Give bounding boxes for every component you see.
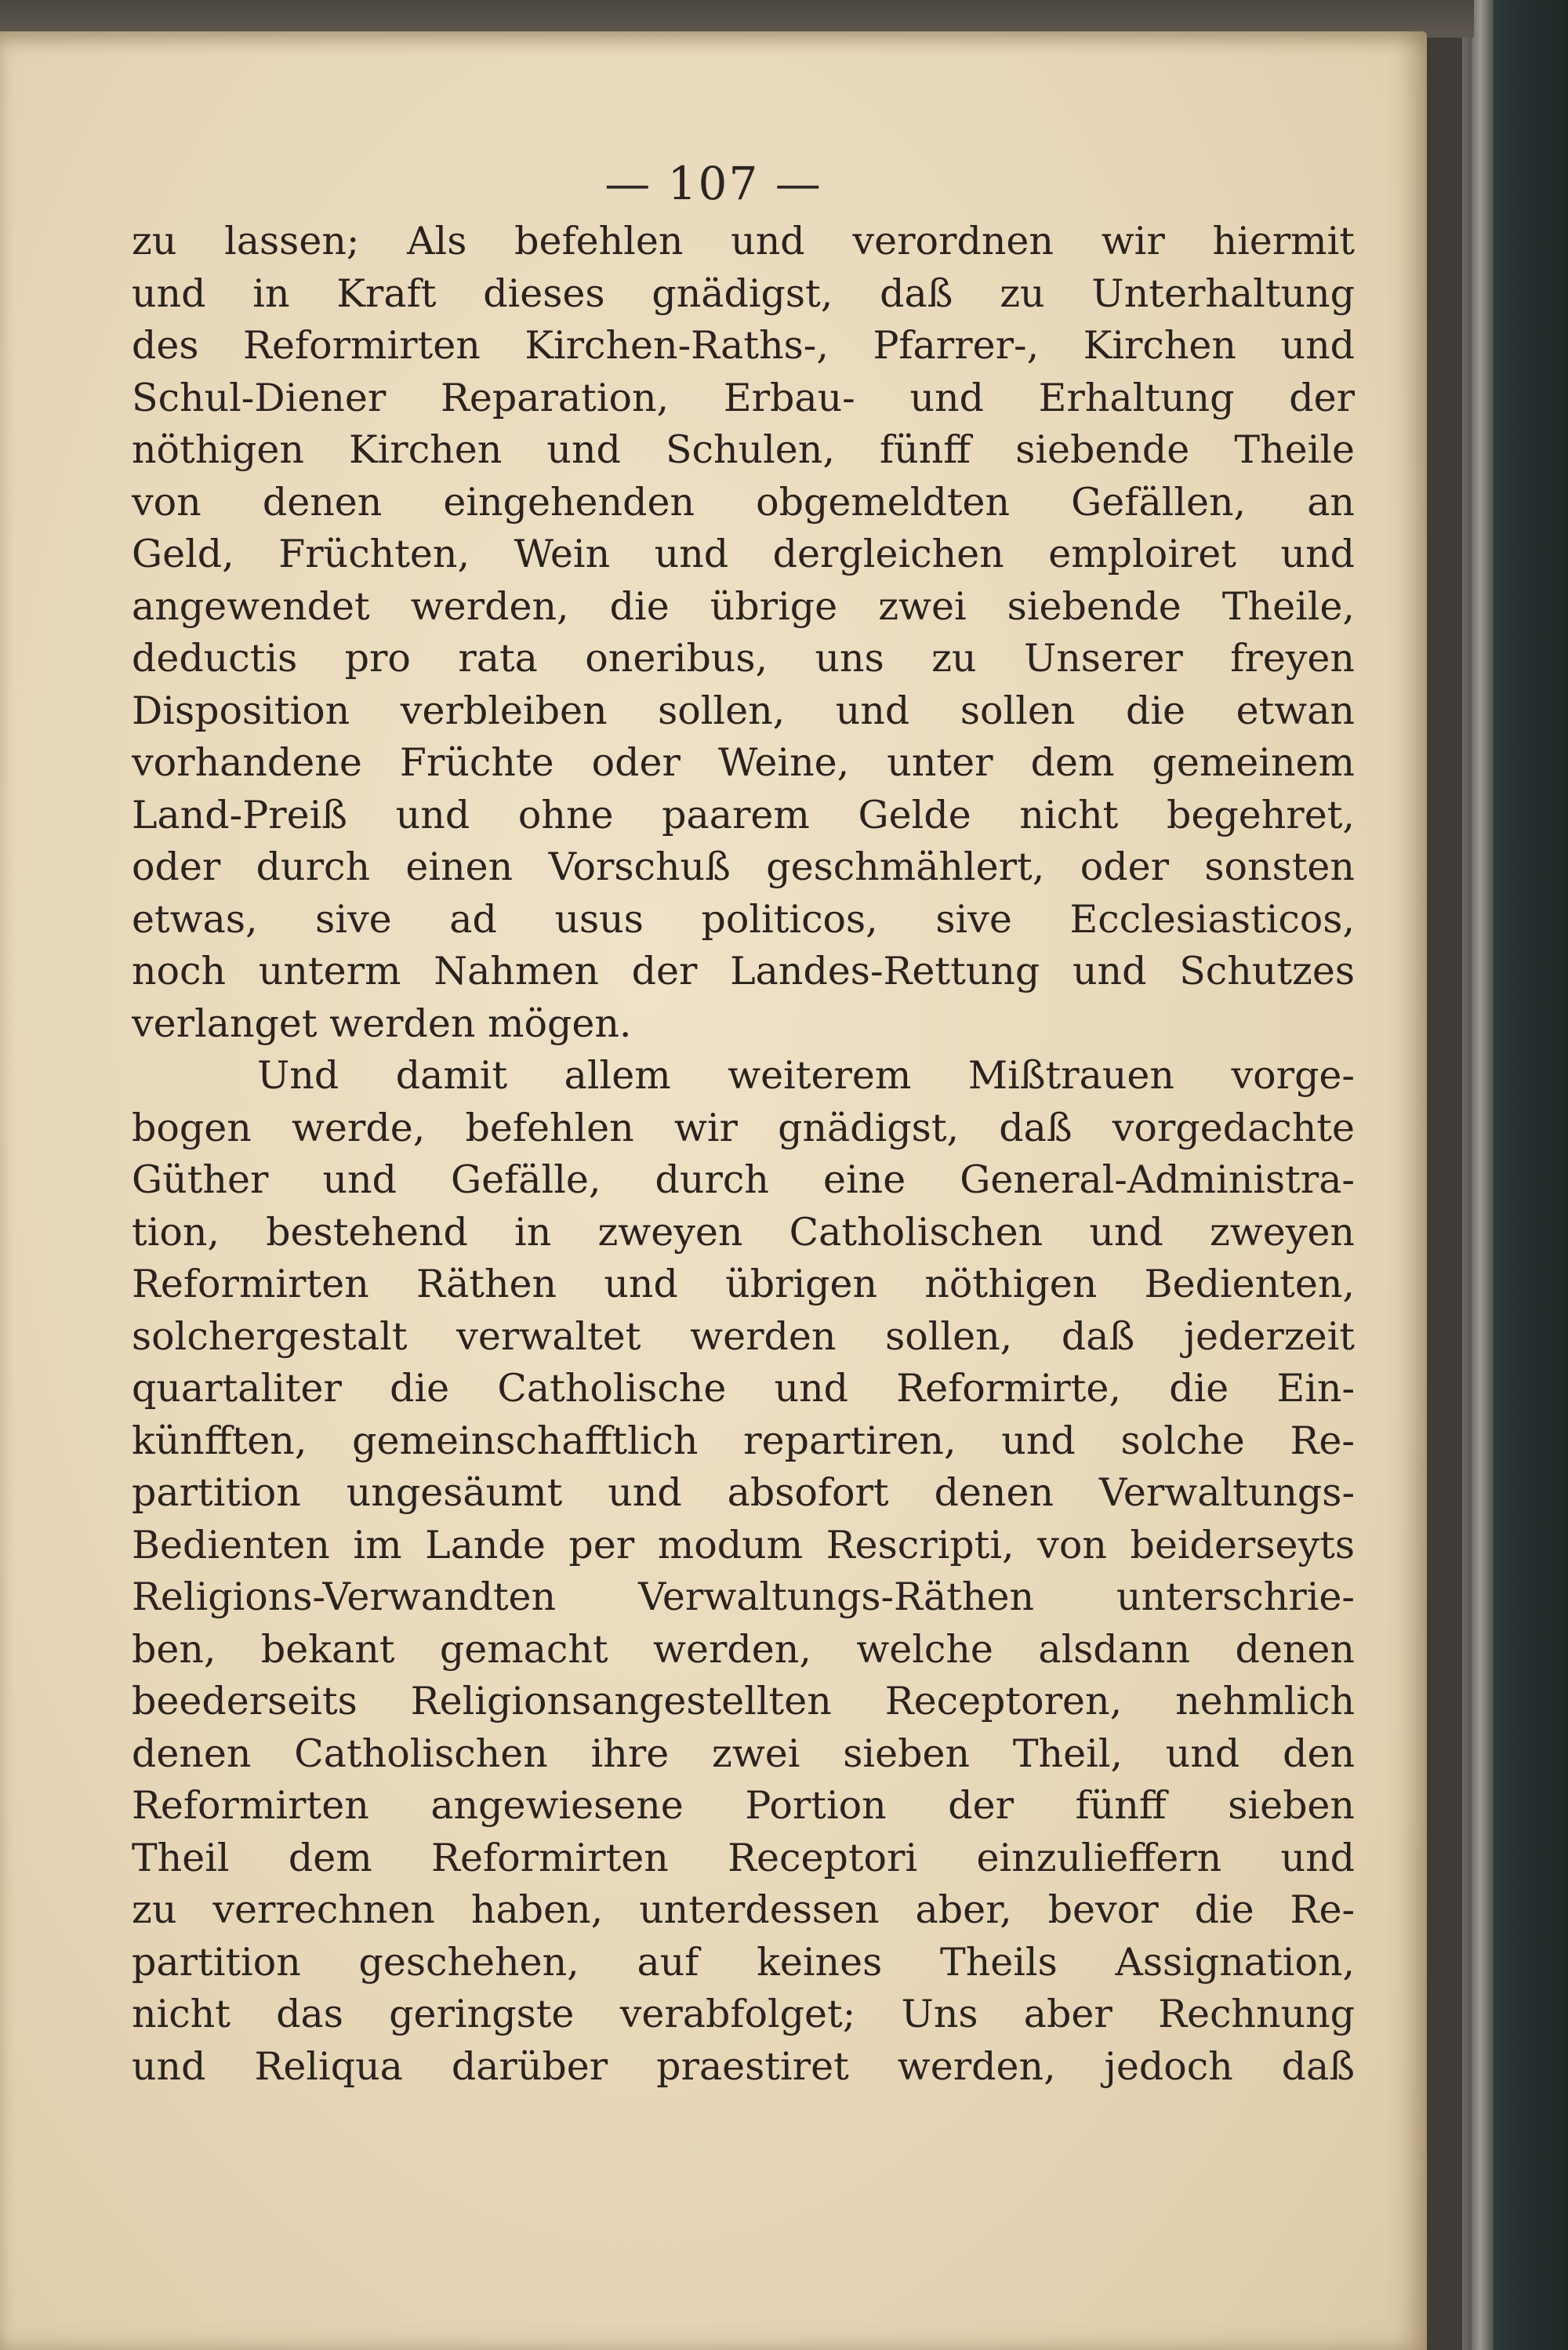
text-line: noch unterm Nahmen der Landes-Rettung und Schutzes (132, 949, 1355, 993)
text-line: beederseits Religionsangestellten Receptoren, nehmlich (132, 1679, 1355, 1723)
text-line: zu verrechnen haben, unterdessen aber, bevor die Re- (132, 1887, 1355, 1932)
text-line: verlanget werden mögen. (132, 1001, 632, 1046)
text-line: künfften, gemeinschafftlich repartiren, und solche Re- (132, 1418, 1355, 1463)
text-line: angewendet werden, die übrige zwei siebende Theile, (132, 583, 1355, 629)
text-line: Religions-Verwandten Verwaltungs-Räthen unterschrie- (132, 1575, 1355, 1619)
text-line: und Reliqua darüber praestiret werden, jedoch daß (132, 2043, 1355, 2089)
text-line: oder durch einen Vorschuß geschmählert, oder sonsten (132, 844, 1355, 889)
text-line: ben, bekant gemacht werden, welche alsdann denen (132, 1626, 1355, 1672)
text-line: partition ungesäumt und absofort denen Verwaltungs- (132, 1470, 1355, 1515)
text-line: des Reformirten Kirchen-Raths-, Pfarrer-, Kirchen und (132, 323, 1355, 368)
text-line: etwas, sive ad usus politicos, sive Ecclesiasticos, (132, 896, 1355, 942)
text-line: denen Catholischen ihre zwei sieben Theil, und den (132, 1731, 1355, 1776)
text-line: vorhandene Früchte oder Weine, unter dem gemeinem (132, 740, 1355, 785)
text-line: Theil dem Reformirten Receptori einzulieffern und (132, 1835, 1355, 1880)
page-number: — 107 — (604, 157, 822, 210)
text-line: Bedienten im Lande per modum Rescripti, von beiderseyts (132, 1522, 1355, 1567)
text-line: Reformirten Räthen und übrigen nöthigen Bedienten, (132, 1262, 1355, 1306)
text-line: Geld, Früchten, Wein und dergleichen emploiret und (132, 532, 1355, 576)
text-line: Schul-Diener Reparation, Erbau- und Erhaltung der (132, 375, 1355, 420)
text-line: deductis pro rata oneribus, uns zu Unserer freyen (132, 636, 1355, 681)
body-text (132, 216, 1355, 2093)
text-line: bogen werde, befehlen wir gnädigst, daß vorgedachte (132, 1105, 1355, 1150)
book-spine-edge (1472, 0, 1494, 2350)
text-line: zu lassen; Als befehlen und verordnen wir hiermit (132, 219, 1355, 263)
text-line: nicht das geringste verabfolget; Uns aber Rechnung (132, 1992, 1355, 2036)
text-line: von denen eingehenden obgemeldten Gefällen, an (132, 479, 1355, 525)
text-line: solchergestalt verwaltet werden sollen, daß jederzeit (132, 1313, 1355, 1359)
text-line: quartaliter die Catholische und Reformirte, die Ein- (132, 1366, 1355, 1411)
text-line: Land-Preiß und ohne paarem Gelde nicht begehret, (132, 792, 1355, 837)
text-line: Güther und Gefälle, durch eine General-Administra- (132, 1157, 1355, 1202)
text-line: Reformirten angewiesene Portion der fünff sieben (132, 1783, 1355, 1828)
text-line: und in Kraft dieses gnädigst, daß zu Unterhaltung (132, 271, 1355, 316)
text-line: nöthigen Kirchen und Schulen, fünff siebende Theile (132, 427, 1355, 472)
text-line: Disposition verbleiben sollen, und sollen die etwan (132, 688, 1355, 733)
text-line: tion, bestehend in zweyen Catholischen und zweyen (132, 1209, 1355, 1255)
paragraph-start-line: Und damit allem weiterem Mißtrauen vorge- (257, 1053, 1355, 1098)
text-line: partition geschehen, auf keines Theils Assignation, (132, 1939, 1355, 1985)
